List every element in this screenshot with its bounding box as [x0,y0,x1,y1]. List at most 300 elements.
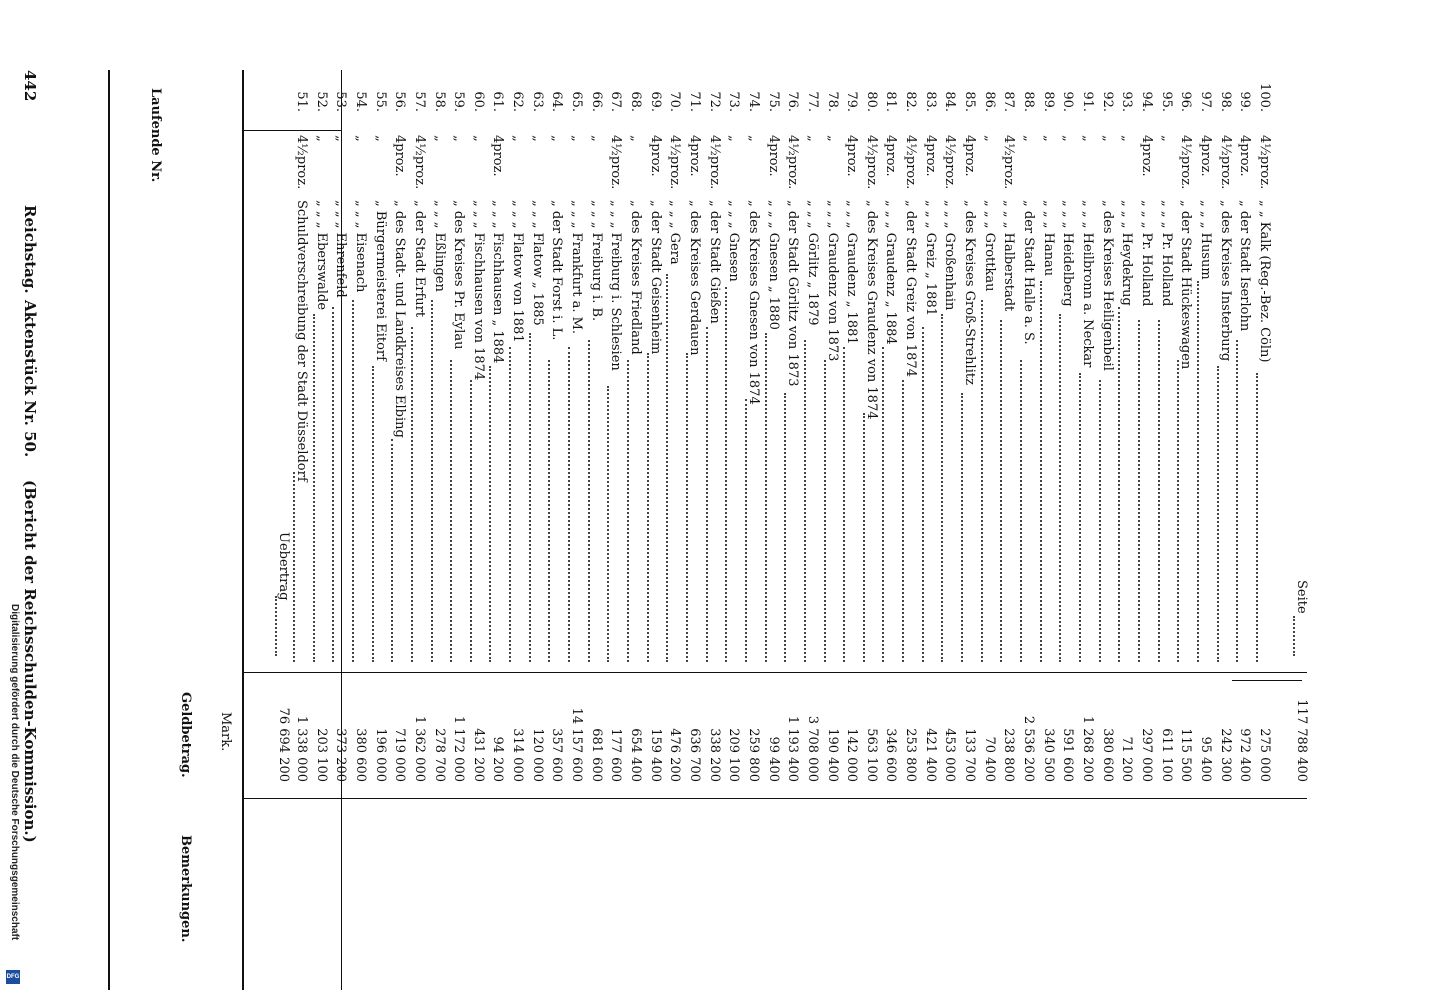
leader-dots [450,360,465,662]
row-amount: 1 172 000 [451,715,467,782]
row-number: 83. [922,91,938,112]
row-rate: 4½proz. [706,135,722,190]
row-rate: 4½proz. [1001,135,1017,190]
row-description: „ „ „ Graudenz „ 1881 [844,200,860,345]
leader-dots [568,347,583,662]
table-row [469,0,485,1000]
row-rate: „ [529,135,545,142]
row-amount: 99 400 [765,736,781,782]
leader-dots [843,347,858,662]
table-row [390,0,406,1000]
leader-dots [902,380,917,662]
table-row [312,0,328,1000]
leader-dots [1099,380,1114,662]
table-row [606,0,622,1000]
row-description: „ des Kreises Insterburg [1217,200,1233,362]
row-rate: „ [372,135,388,142]
leader-dots [293,472,308,662]
row-amount: 120 000 [529,728,545,782]
row-description: „ „ „ Gnesen „ 1880 [765,200,781,330]
leader-dots [313,314,328,662]
row-number: 86. [981,91,997,112]
leader-dots [922,327,937,662]
row-description: „ „ „ Graudenz „ 1884 [883,200,899,345]
leader-dots [470,380,485,662]
leader-dots [666,274,681,662]
table-row [1235,0,1251,1000]
leader-dots [784,393,799,662]
table-row [1196,0,1212,1000]
table-row [665,0,681,1000]
table-row [862,0,878,1000]
row-amount: 421 400 [922,728,938,782]
row-rate: „ [352,135,368,142]
row-description: „ „ „ Flatow „ 1885 [529,200,545,326]
row-amount: 14 157 600 [569,707,585,782]
row-number: 71. [687,91,702,112]
row-rate: „ [510,135,526,142]
row-number: 59. [451,91,467,112]
row-description: „ „ „ Görlitz „ 1879 [804,200,820,326]
row-rate: 4½proz. [942,135,958,190]
row-number: 85. [962,91,978,112]
row-rate: 4proz. [922,135,938,177]
credit-text: Digitalisierung gefördert durch die Deutsche Forschungsgemeinschaft [9,604,20,941]
row-description: „ „ „ Pr. Holland [1158,200,1174,307]
row-number: 67. [608,91,624,112]
row-rate: „ [804,135,820,142]
row-number: 87. [1001,91,1017,112]
row-number: 90. [1060,91,1076,112]
row-description: „ des Kreises Groß-Strehlitz [962,200,978,385]
row-description: „ „ „ Hanau [1040,200,1056,277]
row-rate: „ [1080,135,1095,142]
row-number: 89. [1040,91,1056,112]
row-description: „ „ „ Halberstadt [1001,200,1017,312]
row-amount: 209 100 [726,728,742,782]
row-description: „ des Kreises Gerdauen [687,200,702,356]
row-number: 76. [785,91,801,112]
row-amount: 297 000 [1138,728,1154,782]
row-amount: 719 000 [392,728,408,782]
leader-dots [1118,307,1133,662]
row-amount: 380 600 [1099,728,1115,782]
leader-dots [588,340,603,662]
row-number: 61. [490,91,506,112]
row-description: „ „ „ Freiburg i. Schlesien [608,200,624,371]
row-amount: 1 338 000 [294,715,309,782]
leader-dots [1040,281,1055,662]
leader-dots [627,360,642,662]
row-description: „ „ „ Ehrenfeld [333,200,349,298]
row-rate: 4proz. [765,135,781,177]
dfg-logo-icon: DFG [6,970,20,984]
row-description: „ „ „ Graudenz von 1873 [824,200,840,362]
row-number: 62. [510,91,526,112]
row-amount: 242 300 [1217,728,1233,782]
row-number: 65. [569,91,585,112]
leader-dots [725,287,740,662]
leader-dots [883,347,898,662]
row-amount: 3 708 000 [804,715,820,782]
row-rate: „ [726,135,742,142]
row-description: „ „ „ Pr. Holland [1138,200,1154,307]
row-rate: 4½proz. [785,135,801,190]
table-row [999,0,1015,1000]
leader-dots [1020,360,1035,662]
row-rate: „ [745,135,761,142]
table-row [587,0,603,1000]
row-amount: 476 200 [667,728,683,782]
leader-dots [804,340,819,662]
row-rate: 4proz. [883,135,899,177]
leader-dots [372,366,387,662]
table-row [764,0,780,1000]
uebertrag-label: Uebertrag [276,532,291,601]
row-number: 75. [765,91,781,112]
table-row [1216,0,1232,1000]
leader-dots [1177,360,1192,662]
row-amount: 142 000 [844,728,860,782]
footer-label: Seite [1294,580,1309,614]
row-rate: „ [431,135,447,142]
row-amount: 431 200 [470,728,486,782]
table-row [1117,0,1133,1000]
leader-dots [765,333,780,662]
row-description: „ des Stadt- und Landkreises Elbing [392,200,408,438]
row-rate: „ [824,135,840,142]
leader-dots [529,333,544,662]
leader-dots [961,393,976,662]
row-number: 77. [804,91,820,112]
row-description: „ der Stadt Forst i. L. [549,200,565,341]
row-amount: 278 700 [431,728,447,782]
row-number: 70. [667,91,683,112]
row-amount: 190 400 [824,728,840,782]
table-row [1137,0,1153,1000]
row-number: 95. [1158,91,1174,112]
row-amount: 238 800 [1001,728,1017,782]
row-number: 63. [529,91,545,112]
row-rate: 4proz. [844,135,860,177]
row-rate: 4½proz. [903,135,919,190]
leader-dots [1079,373,1094,662]
row-description: „ „ „ Eberswalde [313,200,329,311]
table-row [331,0,347,1000]
table-row [960,0,976,1000]
row-amount: 611 100 [1158,728,1174,782]
row-rate: „ [588,135,604,142]
row-description: „ „ Kalk (Reg.-Bez. Cöln) [1256,200,1272,363]
row-description: „ „ „ Heidelberg [1060,200,1076,307]
leader-dots [352,300,367,662]
leader-dots [1059,314,1074,662]
leader-dots [490,366,505,662]
table-row [980,0,996,1000]
row-number: 91. [1080,91,1095,112]
row-amount: 115 500 [1178,728,1194,782]
table-row [489,0,505,1000]
row-description: „ der Stadt Gießen [706,200,722,324]
row-amount: 380 600 [352,728,368,782]
row-rate: 4proz. [392,135,408,177]
column-header-remarks: Bemerkungen. [178,835,193,943]
row-amount: 177 600 [608,728,624,782]
row-rate: „ [1158,135,1174,142]
row-description: „ „ „ Eßlingen [431,200,447,292]
leader-dots [548,360,563,662]
row-amount: 275 000 [1256,728,1272,782]
row-number: 88. [1021,91,1037,112]
table-row [744,0,760,1000]
row-amount: 681 600 [588,728,604,782]
row-description: „ „ „ Husum [1197,200,1213,280]
row-number: 94. [1138,91,1154,112]
row-amount: 346 600 [883,728,899,782]
row-description: „ „ „ Flatow von 1881 [510,200,526,343]
leader-dots [647,353,662,662]
row-number: 51. [294,91,309,112]
table-row [783,0,799,1000]
table-row [724,0,740,1000]
row-number: 52. [313,91,329,112]
row-amount: 133 700 [962,728,978,782]
row-description: „ der Stadt Halle a. S. [1021,200,1037,345]
leader-dots [941,314,956,662]
table-row [1039,0,1055,1000]
leader-dots [1256,373,1271,662]
leader-dots [686,353,701,662]
table-row [1255,0,1271,1000]
table-row [351,0,367,1000]
table-row [1058,0,1074,1000]
row-amount: 1 193 400 [785,715,801,782]
row-description: „ Bürgermeisterei Eitorf [372,200,388,361]
row-rate: 4½proz. [863,135,879,190]
row-rate: 4½proz. [1256,135,1272,190]
row-amount: 1 268 200 [1080,715,1095,782]
row-rate: „ [1119,135,1135,142]
row-number: 58. [431,91,447,112]
row-rate: „ [1099,135,1115,142]
row-number: 92. [1099,91,1115,112]
column-header-lfd: Laufende Nr. [148,88,163,183]
row-number: 68. [628,91,644,112]
leader-dots [431,300,446,662]
row-number: 84. [942,91,958,112]
row-rate: 4proz. [490,135,506,177]
row-description: „ „ „ Freiburg i. B. [588,200,604,322]
row-description: „ der Stadt Hückeswagen [1178,200,1194,370]
row-amount: 972 400 [1237,728,1253,782]
leader-dots [1217,366,1232,662]
row-amount: 314 000 [510,728,526,782]
row-description: „ der Stadt Iserlohn [1237,200,1253,332]
digitization-credit [6,604,20,984]
row-description: „ „ „ Heydekrug [1119,200,1135,306]
row-amount: 253 800 [903,728,919,782]
row-number: 97. [1197,91,1213,112]
row-description: „ der Stadt Erfurt [411,200,427,318]
leader-dots [706,327,721,662]
row-rate: 4proz. [687,135,702,177]
row-description: „ „ „ Grottkau [981,200,997,292]
column-header-amount: Geldbetrag. [178,692,193,778]
table-row [1098,0,1114,1000]
leader-dots [824,360,839,662]
row-description: „ des Kreises Graudenz von 1874 [863,200,879,420]
row-number: 56. [392,91,408,112]
table-row [901,0,917,1000]
table-row [1078,0,1094,1000]
leader-dots [981,300,996,662]
row-rate: 4½proz. [608,135,624,190]
row-amount: 591 600 [1060,728,1076,782]
row-amount: 196 000 [372,728,388,782]
table-row [508,0,524,1000]
leader-dots [1293,616,1308,656]
row-number: 55. [372,91,388,112]
row-amount: 654 400 [628,728,644,782]
row-number: 80. [863,91,879,112]
row-number: 73. [726,91,742,112]
row-description: „ „ „ Gnesen [726,200,742,282]
row-description: „ „ „ Fischhausen „ 1884 [490,200,506,364]
table-row [842,0,858,1000]
row-description: „ „ „ Frankfurt a. M. [569,200,585,335]
leader-dots [1158,320,1173,662]
table-row [449,0,465,1000]
row-rate: „ [981,135,997,142]
row-number: 79. [844,91,860,112]
top-rule [108,70,110,990]
table-row [882,0,898,1000]
row-description: „ der Stadt Greiz von 1874 [903,200,919,377]
row-amount: 636 700 [687,728,702,782]
row-number: 54. [352,91,368,112]
row-rate: 4proz. [1237,135,1253,177]
row-rate: „ [1040,135,1056,142]
row-amount: 563 100 [863,728,879,782]
table-row [547,0,563,1000]
row-amount: 1 362 000 [411,715,427,782]
row-rate: „ [569,135,585,142]
leader-dots [411,327,426,662]
leader-dots [275,596,290,656]
table-row [1019,0,1035,1000]
row-rate: „ [628,135,644,142]
row-rate: 4½proz. [411,135,427,190]
row-number: 60. [470,91,486,112]
row-number: 69. [647,91,663,112]
table-row [646,0,662,1000]
row-rate: 4½proz. [1217,135,1233,190]
header-rule [242,70,244,990]
row-number: 64. [549,91,565,112]
table-row [1176,0,1192,1000]
table-row [705,0,721,1000]
row-amount: 159 400 [647,728,663,782]
row-description: „ der Stadt Geisenheim [647,200,663,355]
row-description: „ „ „ Eisenach [352,200,368,293]
leader-dots [1236,340,1251,662]
table-row [528,0,544,1000]
row-number: 99. [1237,91,1253,112]
row-rate: „ [1021,135,1037,142]
row-description: „ „ „ Großenhain [942,200,958,311]
table-row [626,0,642,1000]
table-row [410,0,426,1000]
row-rate: 4proz. [1138,135,1154,177]
row-amount: 340 500 [1040,728,1056,782]
row-rate: 4proz. [1197,135,1213,177]
table-row [685,0,701,1000]
table-row [371,0,387,1000]
row-rate: „ [1060,135,1076,142]
row-number: 74. [745,91,761,112]
table-row [803,0,819,1000]
row-rate: 4½proz. [1178,135,1194,190]
row-number: 96. [1178,91,1194,112]
header-right: (Bericht der Reichsschulden-Kommission.) [21,480,39,843]
row-rate: 4proz. [962,135,978,177]
row-rate: „ [451,135,467,142]
row-amount: 71 200 [1119,736,1135,782]
row-amount: 338 200 [706,728,722,782]
row-description: „ „ „ Greiz „ 1881 [922,200,938,316]
row-number: 72. [706,91,722,112]
uebertrag-amount: 76 694 200 [276,707,291,782]
row-description: „ „ „ Heilbronn a. Neckar [1080,200,1095,368]
leader-dots [745,399,760,662]
row-description: „ des Kreises Friedland [628,200,644,355]
row-number: 81. [883,91,899,112]
header-middle: Aktenstück Nr. 50. [21,300,39,458]
row-number: 57. [411,91,427,112]
row-rate: „ [333,135,349,142]
table-row [430,0,446,1000]
row-number: 53. [333,91,349,112]
row-description: „ „ „ Gera [667,200,683,265]
row-number: 78. [824,91,840,112]
leader-dots [1197,281,1212,662]
row-amount: 95 400 [1197,736,1213,782]
leader-dots [391,439,406,662]
leader-dots [1138,320,1153,662]
column-header-unit: Mark. [218,712,233,752]
table-row [567,0,583,1000]
row-description: „ des Kreises Gnesen von 1874 [745,200,761,405]
row-rate: 4½proz. [294,135,309,190]
row-amount: 357 600 [549,728,565,782]
row-number: 93. [1119,91,1135,112]
table-row [823,0,839,1000]
row-number: 66. [588,91,604,112]
row-description: „ „ „ Fischhausen von 1874 [470,200,486,381]
leader-dots [1000,320,1015,662]
table-row [921,0,937,1000]
row-number: 100. [1256,83,1272,112]
row-description: „ des Kreises Heiligenbeil [1099,200,1115,371]
table-row [292,0,308,1000]
row-rate: 4½proz. [667,135,683,190]
page-number: 442 [21,70,39,102]
row-rate: „ [549,135,565,142]
row-amount: 453 000 [942,728,958,782]
row-amount: 259 800 [745,728,761,782]
row-amount: 94 200 [490,736,506,782]
row-amount: 2 536 200 [1021,715,1037,782]
